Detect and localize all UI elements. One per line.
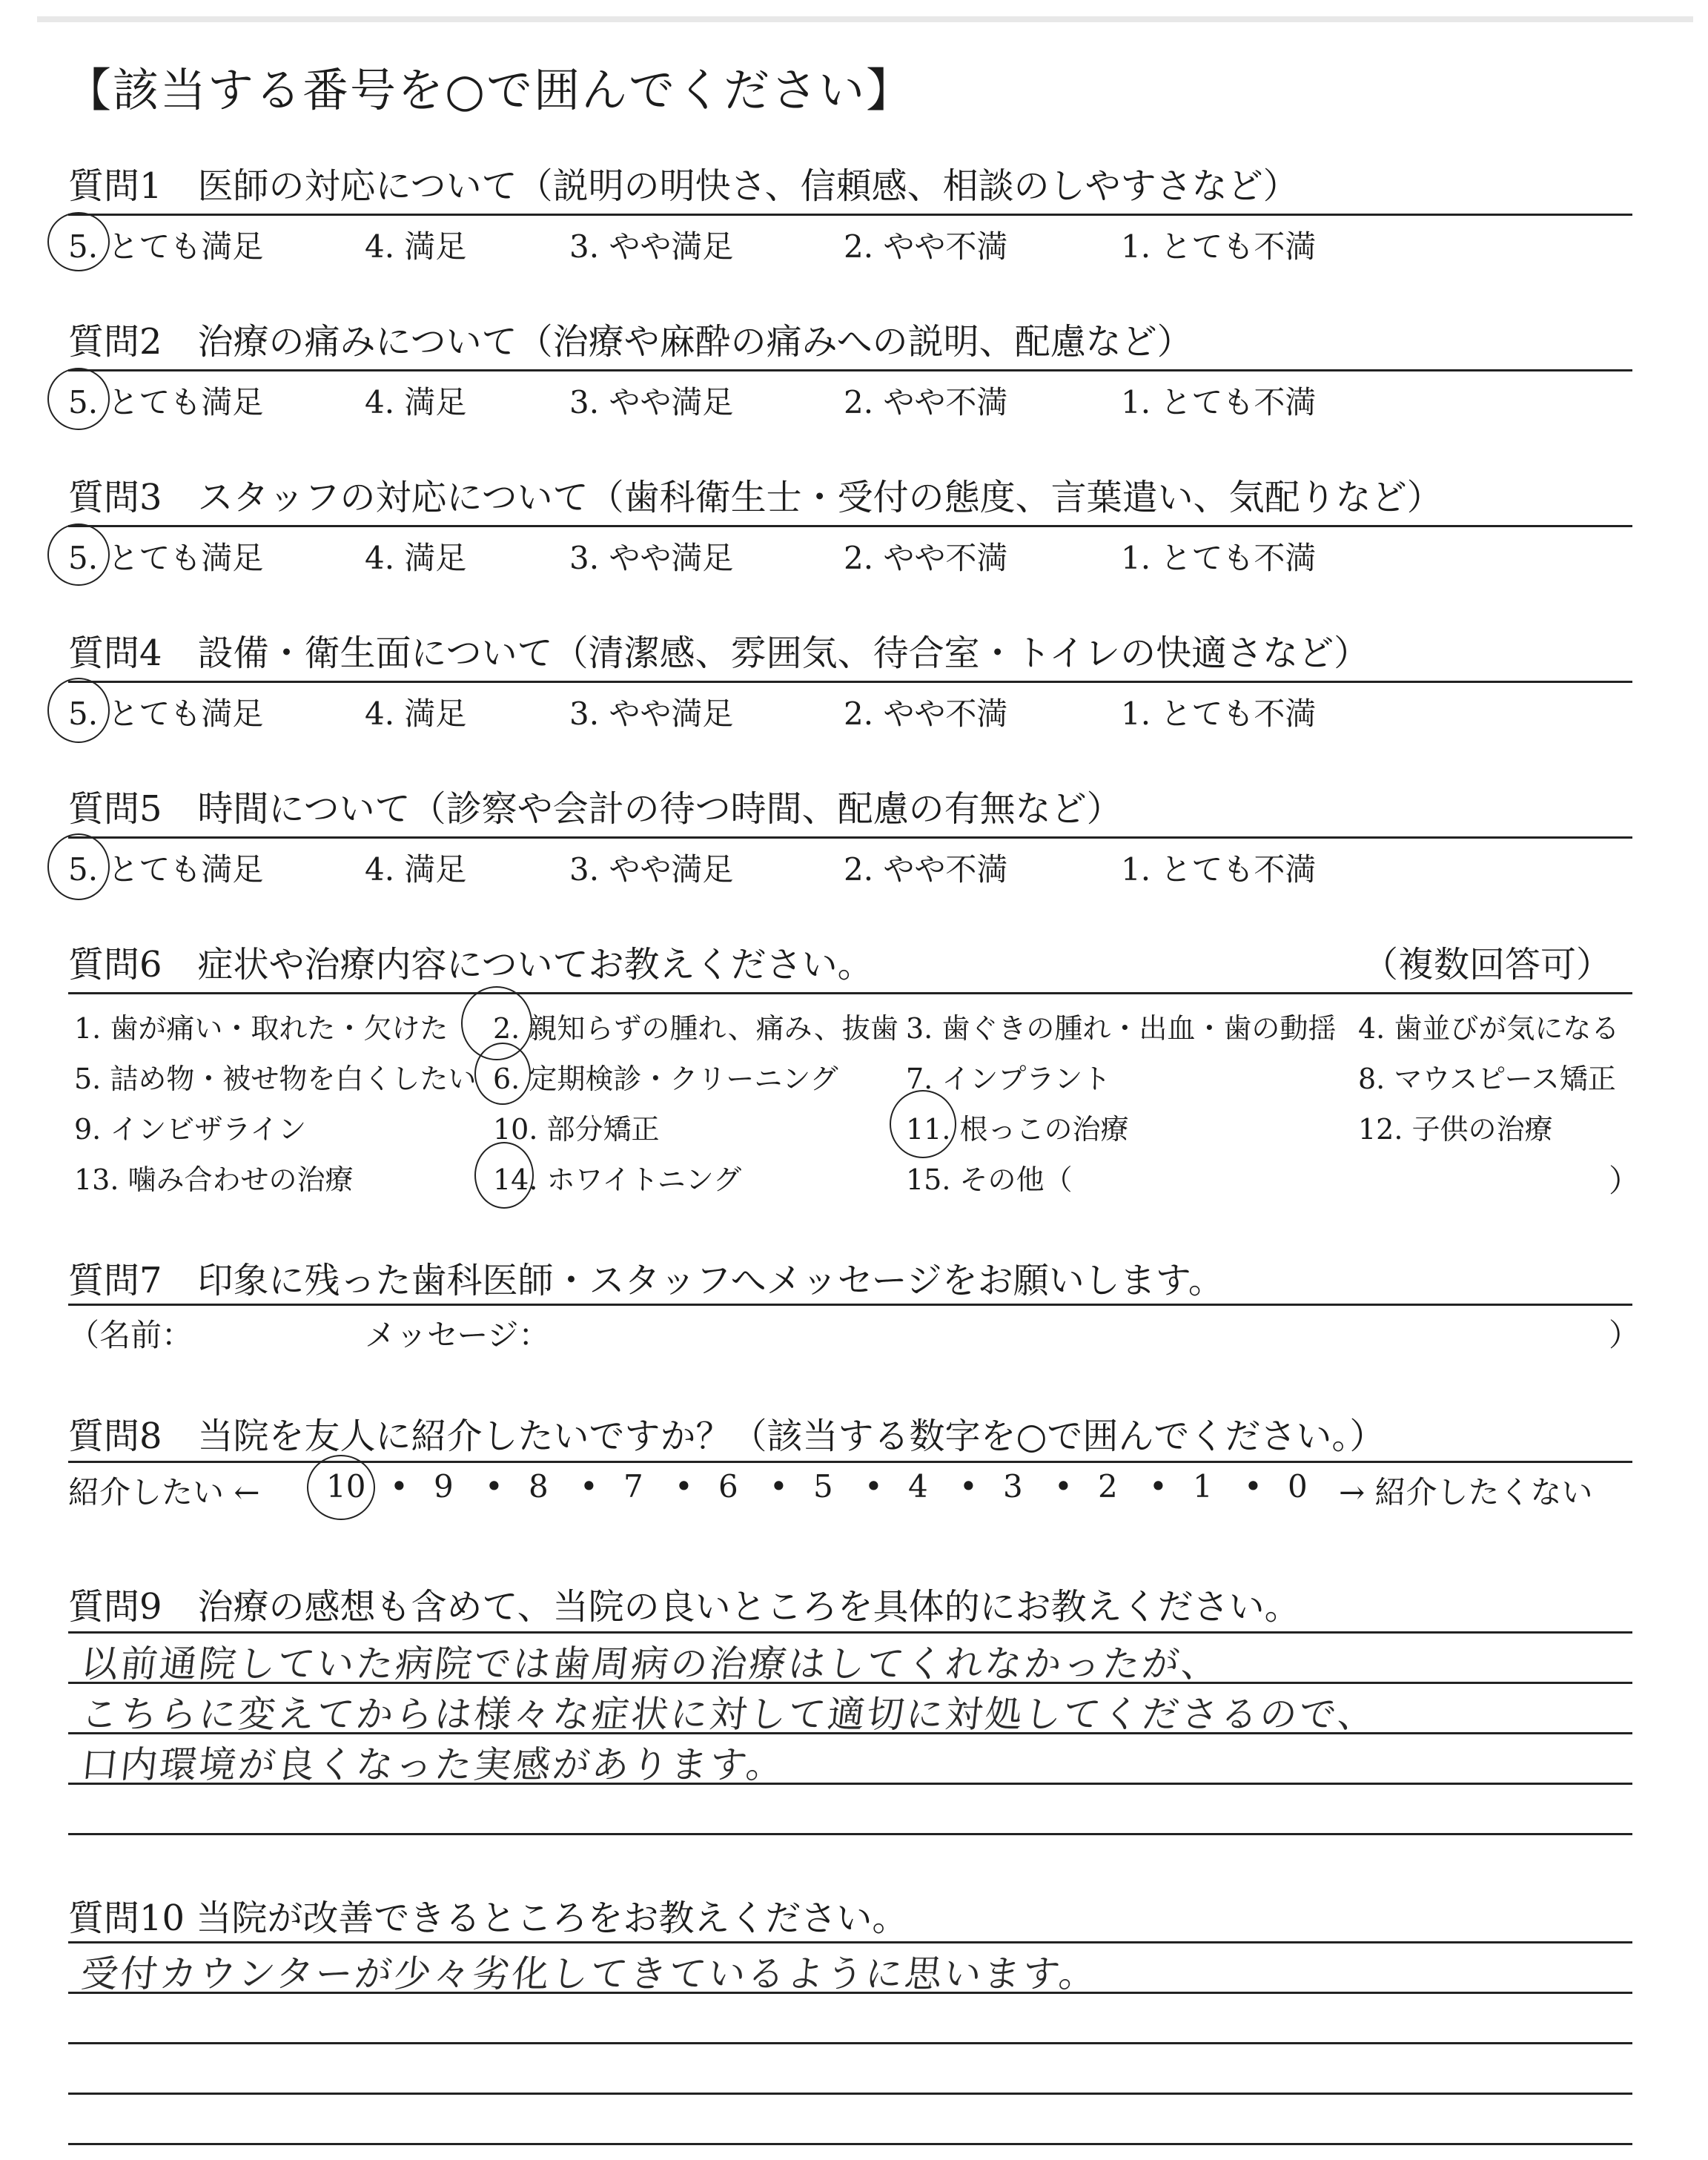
option-3[interactable]: 3. やや満足 (569, 696, 734, 732)
option-2[interactable]: 2. やや不満 (844, 384, 1008, 420)
question-9-label: 質問9 治療の感想も含めて、当院の良いところを具体的にお教えください。 (68, 1586, 1300, 1628)
symptom-option-14[interactable]: 14. ホワイトニング (493, 1163, 742, 1196)
handwritten-answer-line: 受付カウンターが少々劣化してきているように思います。 (79, 1952, 1101, 1995)
question-4-label: 質問4 設備・衛生面について（清潔感、雰囲気、待合室・トイレの快適さなど） (68, 633, 1370, 674)
scale-separator: • (1244, 1468, 1262, 1505)
option-4[interactable]: 4. 満足 (365, 228, 467, 265)
question-7-label: 質問7 印象に残った歯科医師・スタッフへメッセージをお願いします。 (68, 1260, 1224, 1301)
option-5[interactable]: 5. とても満足 (68, 540, 264, 576)
answer-line (68, 1833, 1632, 1835)
answer-circle-mark (890, 1090, 956, 1158)
option-1[interactable]: 1. とても不満 (1121, 384, 1317, 420)
scale-1[interactable]: 1 (1193, 1468, 1213, 1505)
symptom-option-4[interactable]: 4. 歯並びが気になる (1358, 1012, 1620, 1045)
divider (68, 1304, 1632, 1306)
scale-6[interactable]: 6 (718, 1468, 738, 1505)
divider (68, 836, 1632, 839)
scale-separator: • (675, 1468, 693, 1505)
scale-3[interactable]: 3 (1003, 1468, 1023, 1505)
scale-5[interactable]: 5 (813, 1468, 833, 1505)
scale-separator: • (1054, 1468, 1073, 1505)
option-3[interactable]: 3. やや満足 (569, 228, 734, 265)
answer-line (68, 2093, 1632, 2095)
handwritten-answer-line: こちらに変えてからは様々な症状に対して適切に対処してくださるので、 (79, 1693, 1380, 1736)
option-5[interactable]: 5. とても満足 (68, 384, 264, 420)
scale-0[interactable]: 0 (1288, 1468, 1308, 1505)
symptom-option-7[interactable]: 7. インプラント (906, 1063, 1111, 1095)
answer-line (68, 2042, 1632, 2044)
symptom-option-1[interactable]: 1. 歯が痛い・取れた・欠けた (74, 1012, 448, 1045)
scale-separator: • (485, 1468, 503, 1505)
answer-circle-mark (47, 212, 110, 271)
question-1-label: 質問1 医師の対応について（説明の明快さ、信頼感、相談のしやすさなど） (68, 165, 1299, 207)
page-title: 【該当する番号を○で囲んでください】 (65, 63, 914, 117)
symptom-option-11[interactable]: 11. 根っこの治療 (906, 1113, 1129, 1146)
divider (68, 369, 1632, 371)
option-2[interactable]: 2. やや不満 (844, 228, 1008, 265)
divider (68, 681, 1632, 683)
option-2[interactable]: 2. やや不満 (844, 540, 1008, 576)
answer-circle-mark (474, 1142, 534, 1209)
option-3[interactable]: 3. やや満足 (569, 540, 734, 576)
symptom-option-8[interactable]: 8. マウスピース矯正 (1358, 1063, 1616, 1095)
scale-separator: • (769, 1468, 788, 1505)
scan-top-border (37, 16, 1693, 22)
symptom-option-10[interactable]: 10. 部分矯正 (493, 1113, 660, 1146)
symptom-option-9[interactable]: 9. インビザライン (74, 1113, 307, 1146)
handwritten-answer-line: 口内環境が良くなった実感があります。 (79, 1743, 788, 1786)
option-4[interactable]: 4. 満足 (365, 696, 467, 732)
divider (68, 992, 1632, 994)
answer-line (68, 2143, 1632, 2145)
symptom-option-5[interactable]: 5. 詰め物・被せ物を白くしたい (74, 1063, 477, 1095)
answer-circle-mark (307, 1455, 375, 1520)
symptom-option-3[interactable]: 3. 歯ぐきの腫れ・出血・歯の動揺 (906, 1012, 1337, 1045)
symptom-option-2[interactable]: 2. 親知らずの腫れ、痛み、抜歯 (493, 1012, 898, 1045)
option-5[interactable]: 5. とても満足 (68, 851, 264, 888)
answer-line (68, 1631, 1632, 1634)
message-field-label[interactable]: メッセージ： (365, 1317, 550, 1353)
question-5-label: 質問5 時間について（診察や会計の待つ時間、配慮の有無など） (68, 788, 1122, 830)
question-6-label: 質問6 症状や治療内容についてお教えください。 (68, 944, 873, 985)
question-10-label: 質問10 当院が改善できるところをお教えください。 (68, 1898, 908, 1939)
symptom-option-15[interactable]: 15. その他（ (906, 1163, 1073, 1196)
scale-separator: • (959, 1468, 978, 1505)
option-4[interactable]: 4. 満足 (365, 384, 467, 420)
other-close-paren: ） (1609, 1163, 1641, 1199)
option-1[interactable]: 1. とても不満 (1121, 696, 1317, 732)
answer-circle-mark (47, 833, 110, 900)
option-5[interactable]: 5. とても満足 (68, 696, 264, 732)
option-3[interactable]: 3. やや満足 (569, 851, 734, 888)
option-1[interactable]: 1. とても不満 (1121, 851, 1317, 888)
scale-separator: • (580, 1468, 598, 1505)
scale-7[interactable]: 7 (623, 1468, 643, 1505)
answer-circle-mark (47, 368, 110, 430)
scale-separator: • (1149, 1468, 1168, 1505)
symptom-option-6[interactable]: 6. 定期検診・クリーニング (493, 1063, 838, 1095)
scale-9[interactable]: 9 (434, 1468, 454, 1505)
scale-separator: • (864, 1468, 883, 1505)
question-8-label: 質問8 当院を友人に紹介したいですか？（該当する数字を○で囲んでください。） (68, 1416, 1386, 1457)
recommend-left-label: 紹介したい ← (68, 1474, 260, 1510)
scale-2[interactable]: 2 (1098, 1468, 1118, 1505)
answer-circle-mark (47, 524, 110, 586)
option-4[interactable]: 4. 満足 (365, 540, 467, 576)
scale-separator: • (390, 1468, 408, 1505)
answer-circle-mark (474, 1043, 531, 1105)
symptom-option-12[interactable]: 12. 子供の治療 (1358, 1113, 1553, 1146)
scale-8[interactable]: 8 (529, 1468, 549, 1505)
message-close-paren: ） (1609, 1317, 1641, 1353)
option-2[interactable]: 2. やや不満 (844, 851, 1008, 888)
scale-4[interactable]: 4 (908, 1468, 928, 1505)
symptom-option-13[interactable]: 13. 噛み合わせの治療 (74, 1163, 354, 1196)
name-field-label[interactable]: （名前： (68, 1317, 193, 1353)
option-2[interactable]: 2. やや不満 (844, 696, 1008, 732)
option-5[interactable]: 5. とても満足 (68, 228, 264, 265)
option-3[interactable]: 3. やや満足 (569, 384, 734, 420)
scale-10[interactable]: 10 (326, 1468, 366, 1505)
multiple-answers-note: （複数回答可） (1363, 944, 1612, 985)
option-1[interactable]: 1. とても不満 (1121, 540, 1317, 576)
divider (68, 214, 1632, 216)
answer-circle-mark (47, 678, 110, 743)
divider (68, 525, 1632, 527)
question-3-label: 質問3 スタッフの対応について（歯科衛生士・受付の態度、言葉遣い、気配りなど） (68, 477, 1443, 518)
divider (68, 1461, 1632, 1463)
recommend-right-label: → 紹介したくない (1339, 1474, 1593, 1510)
option-1[interactable]: 1. とても不満 (1121, 228, 1317, 265)
option-4[interactable]: 4. 満足 (365, 851, 467, 888)
answer-line (68, 1941, 1632, 1943)
handwritten-answer-line: 以前通院していた病院では歯周病の治療はしてくれなかったが、 (79, 1642, 1223, 1685)
question-2-label: 質問2 治療の痛みについて（治療や麻酔の痛みへの説明、配慮など） (68, 321, 1193, 363)
